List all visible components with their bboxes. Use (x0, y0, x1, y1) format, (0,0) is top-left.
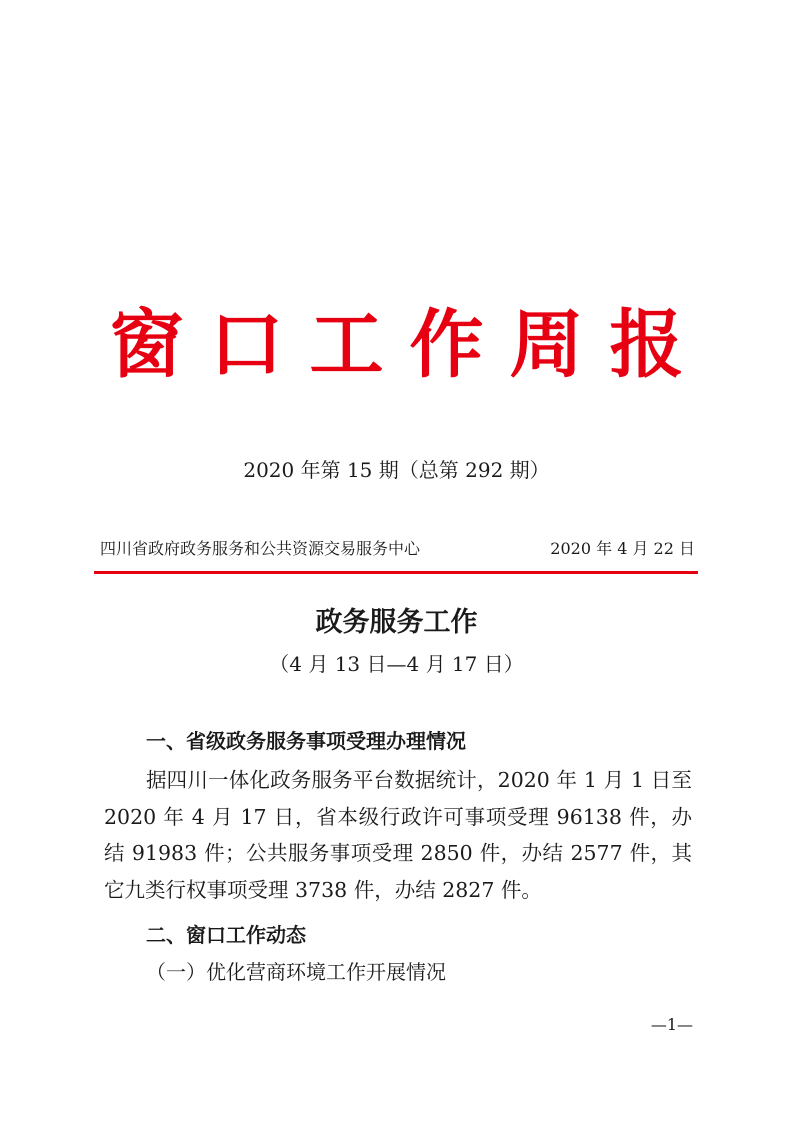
red-divider (94, 571, 698, 574)
statistics-paragraph: 据四川一体化政务服务平台数据统计，2020 年 1 月 1 日至 2020 年 4 月 17 日，省本级行政许可事项受理 96138 件，办结 91983 件；公共服务事项受理 2850 件，办结 2577 件，其它九类行权事项受理 3738 件，办结 2827 件。 (104, 768, 692, 902)
subheading-business-environment: （一）优化营商环境工作开展情况 (146, 960, 446, 984)
heading-window-dynamics: 二、窗口工作动态 (146, 923, 306, 947)
heading-provincial-services: 一、省级政务服务事项受理办理情况 (146, 729, 466, 753)
section-date-range: （4 月 13 日—4 月 17 日） (269, 652, 524, 676)
page-number: —1— (650, 1015, 693, 1034)
issue-date: 2020 年 4 月 22 日 (550, 539, 695, 558)
masthead-title: 窗口工作周报 (109, 302, 710, 388)
organization-name: 四川省政府政务服务和公共资源交易服务中心 (100, 539, 421, 558)
issue-number: 2020 年第 15 期（总第 292 期） (243, 458, 550, 482)
section-title: 政务服务工作 (315, 607, 478, 638)
